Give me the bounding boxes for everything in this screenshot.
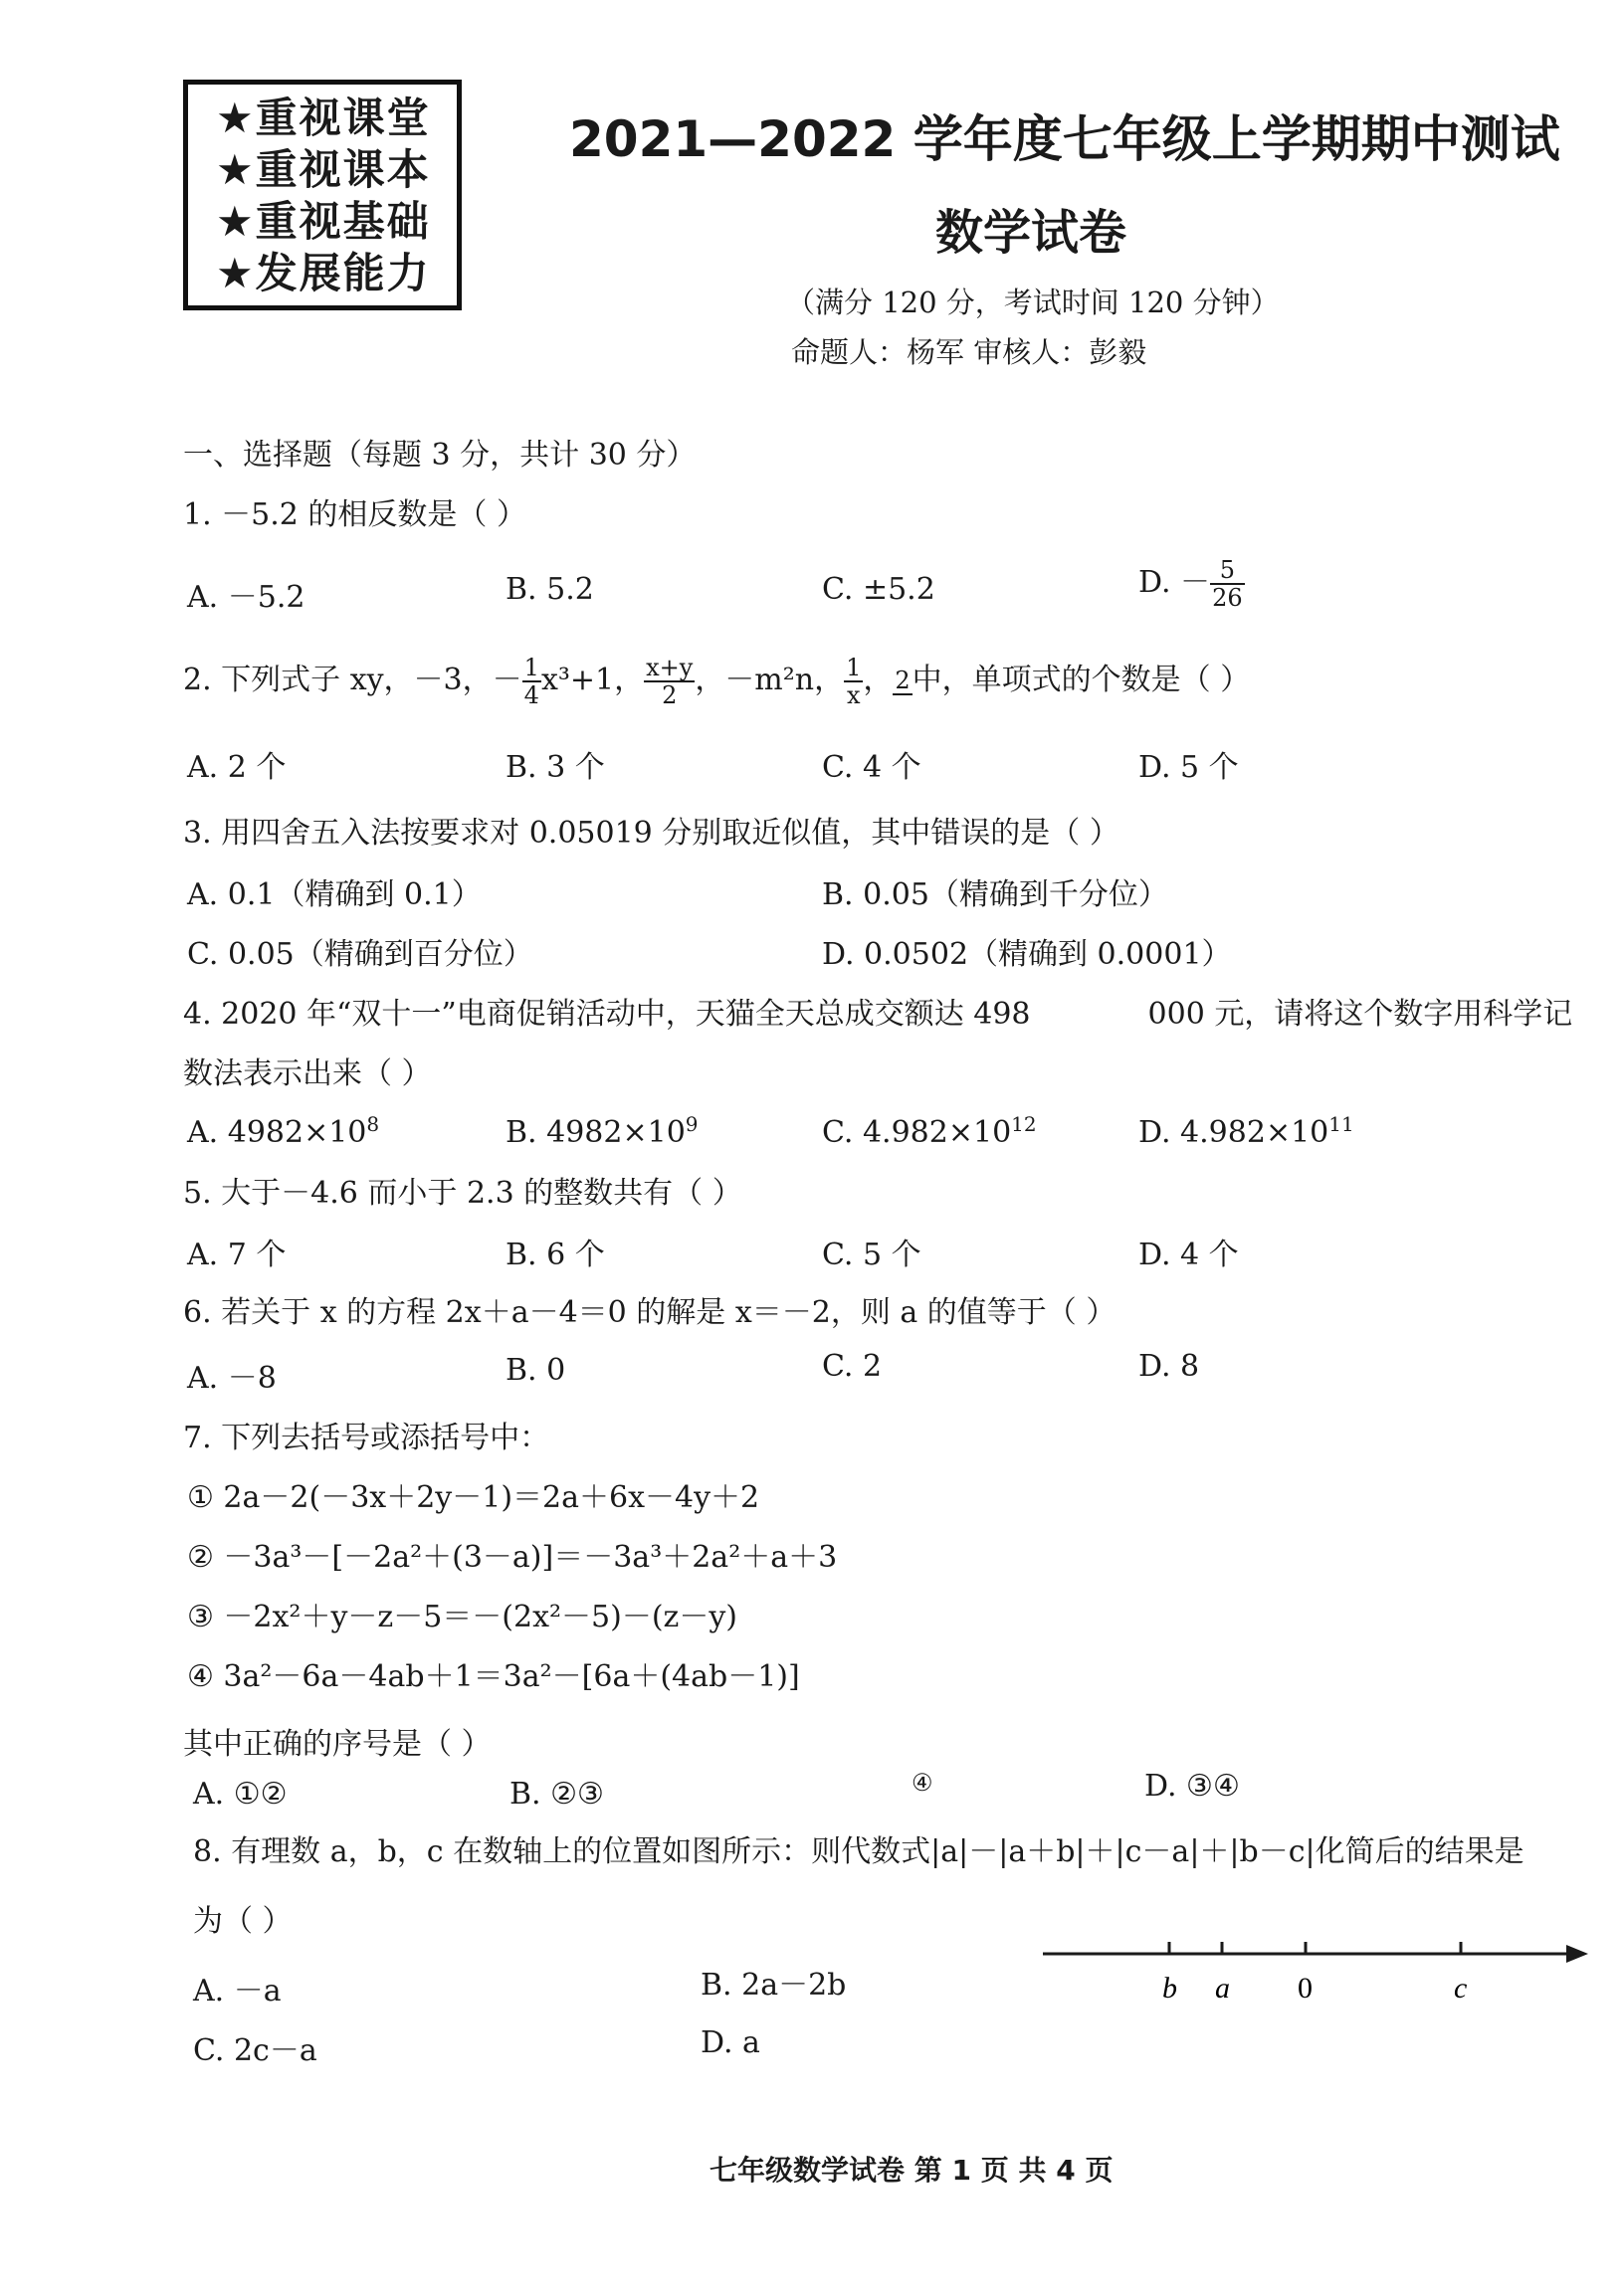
question-8-stem-line-2: 为（ ） — [193, 1904, 293, 1939]
exam-info: （满分 120 分，考试时间 120 分钟） — [786, 286, 1280, 319]
q5-option-d: D. 4 个 — [1138, 1238, 1239, 1272]
axis-label-c: c — [1454, 1972, 1468, 2005]
number-line-arrow — [1566, 1945, 1588, 1963]
q1-option-a: A. －5.2 — [187, 580, 305, 615]
fraction-denominator: x — [846, 681, 861, 709]
q4-option-b — [506, 1112, 699, 1150]
motto-line: ★重视课堂 — [216, 94, 431, 142]
question-6-stem: 6. 若关于 x 的方程 2x＋a－4＝0 的解是 x＝－2，则 a 的值等于（ ） — [183, 1295, 1116, 1330]
exam-authors: 命题人：杨军 审核人：彭毅 — [791, 335, 1147, 369]
fraction — [1210, 557, 1245, 611]
question-2-stem — [183, 655, 1250, 708]
q7-item-4: ④ 3a²－6a－4ab＋1＝3a²－[6a＋(4ab－1)] — [187, 1659, 800, 1694]
q7-item-3: ③ －2x²＋y－z－5＝－(2x²－5)－(z－y) — [187, 1600, 737, 1634]
q3-option-d: D. 0.0502（精确到 0.0001） — [822, 937, 1232, 972]
q2-text-3: ，－m²n， — [695, 663, 845, 697]
fraction — [893, 668, 912, 695]
q4-a-exponent: 8 — [366, 1112, 380, 1136]
fraction-numerator: 1 — [523, 654, 539, 681]
question-1-stem: 1. －5.2 的相反数是（ ） — [183, 497, 526, 532]
question-5-stem: 5. 大于－4.6 而小于 2.3 的整数共有（ ） — [183, 1176, 742, 1211]
q2-option-d: D. 5 个 — [1138, 750, 1239, 785]
q4-stem-head: 4. 2020 年“双十一”电商促销活动中，天猫全天总成交额达 498 — [183, 997, 1031, 1032]
motto-line: ★重视基础 — [216, 197, 431, 246]
q8-option-c: C. 2c－a — [193, 2033, 317, 2068]
axis-label-b: b — [1162, 1972, 1177, 2005]
q2-option-b: B. 3 个 — [506, 750, 605, 785]
q8-option-a: A. －a — [193, 1974, 282, 2009]
q4-a-base: A. 4982×10 — [187, 1115, 367, 1150]
q1-option-c: C. ±5.2 — [822, 572, 935, 607]
q4-option-c — [822, 1112, 1037, 1150]
q5-option-c: C. 5 个 — [822, 1238, 921, 1272]
q7-option-a: A. ①② — [193, 1777, 288, 1812]
q6-option-d: D. 8 — [1138, 1349, 1200, 1384]
q4-c-exponent: 12 — [1011, 1112, 1037, 1136]
q8-option-b: B. 2a－2b — [701, 1968, 847, 2003]
fraction — [644, 655, 695, 708]
q2-option-a: A. 2 个 — [187, 750, 287, 785]
q4-b-base: B. 4982×10 — [506, 1115, 686, 1150]
q6-option-c: C. 2 — [822, 1349, 883, 1384]
fraction-denominator: 26 — [1212, 584, 1243, 612]
question-7-stem: 7. 下列去括号或添括号中： — [183, 1421, 550, 1455]
q1-option-d — [1138, 557, 1245, 611]
axis-label-a: a — [1215, 1972, 1230, 2005]
exam-title: 2021—2022 学年度七年级上学期期中测试 — [569, 110, 1560, 168]
q4-stem-tail: 000 元，请将这个数字用科学记 — [1147, 997, 1573, 1032]
question-4-stem-line-1 — [183, 989, 1572, 1033]
q2-text-2: x³+1， — [540, 663, 645, 697]
fraction — [522, 655, 541, 708]
q7-item-1: ① 2a－2(－3x＋2y－1)＝2a＋6x－4y＋2 — [187, 1480, 760, 1515]
q4-d-base: D. 4.982×10 — [1138, 1115, 1329, 1150]
q2-text-4: ， — [863, 663, 894, 697]
fraction-numerator: 2 — [895, 667, 911, 694]
exam-subtitle: 数学试卷 — [935, 205, 1127, 261]
q5-option-b: B. 6 个 — [506, 1238, 605, 1272]
q6-option-b: B. 0 — [506, 1353, 566, 1388]
q1-option-d-prefix: D. － — [1138, 565, 1211, 600]
number-line — [1035, 1930, 1602, 2009]
q4-c-base: C. 4.982×10 — [822, 1115, 1012, 1150]
section-heading: 一、选择题（每题 3 分，共计 30 分） — [183, 438, 697, 473]
q3-option-c: C. 0.05（精确到百分位） — [187, 937, 533, 972]
motto-line: ★发展能力 — [216, 249, 431, 297]
question-3-stem: 3. 用四舍五入法按要求对 0.05019 分别取近似值，其中错误的是（ ） — [183, 816, 1119, 851]
question-4-stem-line-2: 数法表示出来（ ） — [183, 1056, 432, 1091]
q4-option-d — [1138, 1112, 1354, 1150]
motto-box — [183, 80, 462, 310]
q4-option-a — [187, 1112, 379, 1150]
q7-option-c: ④ — [912, 1769, 933, 1797]
question-8-stem-line-1: 8. 有理数 a，b，c 在数轴上的位置如图所示：则代数式|a|－|a＋b|＋|c－a|＋|b－c|化简后的结果是 — [193, 1834, 1524, 1869]
q3-option-a: A. 0.1（精确到 0.1） — [187, 877, 482, 912]
q1-option-b: B. 5.2 — [506, 572, 594, 607]
fraction-numerator: 5 — [1210, 557, 1245, 585]
q7-option-d: D. ③④ — [1144, 1769, 1240, 1804]
fraction-denominator: 4 — [523, 681, 539, 709]
fraction-numerator: x+y — [646, 654, 694, 681]
q4-d-exponent: 11 — [1328, 1112, 1354, 1136]
fraction-numerator: 1 — [846, 654, 862, 681]
q5-option-a: A. 7 个 — [187, 1238, 287, 1272]
fraction-denominator: 2 — [662, 681, 678, 709]
q7-item-2: ② －3a³－[－2a²＋(3－a)]＝－3a³＋2a²＋a＋3 — [187, 1540, 838, 1575]
q2-option-c: C. 4 个 — [822, 750, 921, 785]
axis-label-zero: 0 — [1298, 1972, 1313, 2005]
q6-option-a: A. －8 — [187, 1361, 277, 1396]
q4-b-exponent: 9 — [685, 1112, 699, 1136]
q8-option-d: D. a — [701, 2025, 760, 2060]
motto-line: ★重视课本 — [216, 145, 431, 194]
page-footer: 七年级数学试卷 第 1 页 共 4 页 — [710, 2154, 1114, 2187]
q7-option-b: B. ②③ — [509, 1777, 604, 1812]
fraction — [844, 655, 863, 708]
q2-text-5: 中，单项式的个数是（ ） — [912, 663, 1251, 697]
q3-option-b: B. 0.05（精确到千分位） — [822, 877, 1168, 912]
q7-ask: 其中正确的序号是（ ） — [183, 1727, 492, 1762]
q2-text-1: 2. 下列式子 xy，－3，－ — [183, 663, 522, 697]
